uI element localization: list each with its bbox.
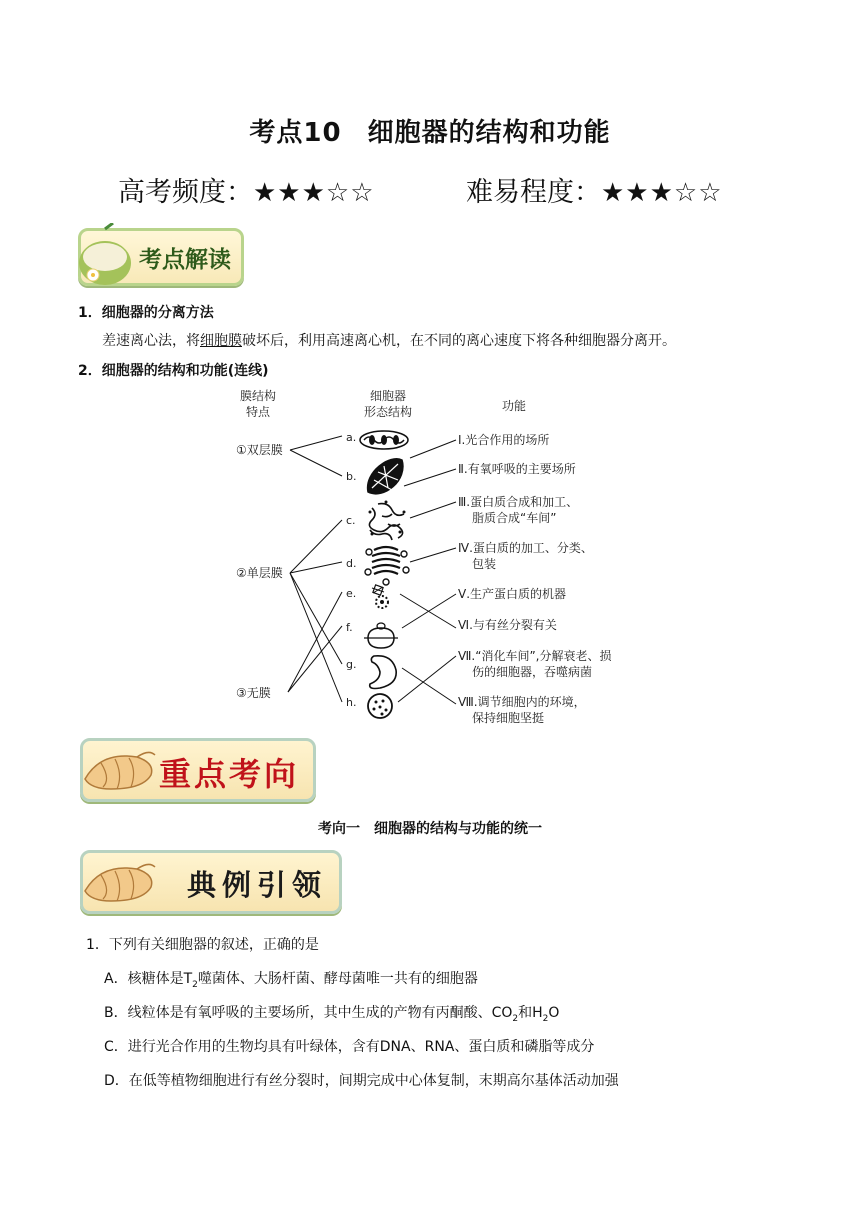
option-a [104, 968, 478, 990]
function-1: Ⅰ.光合作用的场所 [458, 433, 550, 447]
chloroplast-icon [360, 431, 408, 449]
function-3-line2: 脂质合成“车间” [472, 511, 557, 525]
coconut-icon [75, 223, 137, 293]
organelle-letter-e: e. [346, 587, 357, 600]
centriole-icon [372, 585, 388, 608]
organelle-letter-h: h. [346, 696, 357, 709]
section2-heading: 2．细胞器的结构和功能(连线) [78, 363, 269, 379]
difficulty-stars: ★★★☆☆ [601, 178, 723, 208]
option-c: C．进行光合作用的生物均具有叶绿体，含有DNA、RNA、蛋白质和磷脂等成分 [104, 1039, 595, 1055]
endoplasmic-reticulum-icon [369, 501, 406, 541]
frequency-label: 高考频度： [118, 177, 253, 208]
section1-text-before: 差速离心法，将 [102, 333, 200, 349]
function-8-line2: 保持细胞坚挺 [472, 711, 545, 725]
vacuole-icon [370, 656, 396, 689]
organelle-letter-d: d. [346, 557, 357, 570]
lysosome-icon [368, 694, 392, 718]
function-4-line2: 包装 [472, 557, 497, 571]
option-b-sub1: 2 [512, 1013, 519, 1024]
function-4-line1: Ⅳ.蛋白质的加工、分类、 [458, 541, 593, 555]
conch-shell-icon [81, 861, 157, 911]
col2-header-line2: 形态结构 [363, 405, 413, 419]
organelle-letter-b: b. [346, 470, 357, 483]
ribosome-icon [364, 623, 398, 648]
frequency-stars: ★★★☆☆ [253, 178, 375, 208]
option-d: D．在低等植物细胞进行有丝分裂时，间期完成中心体复制，末期高尔基体活动加强 [104, 1073, 619, 1089]
direction-heading: 考向一 细胞器的结构与功能的统一 [318, 821, 542, 837]
option-b [104, 1002, 559, 1024]
question-stem: 1．下列有关细胞器的叙述，正确的是 [86, 937, 319, 953]
title-name: 细胞器的结构和功能 [367, 118, 611, 148]
conch-shell-icon [81, 749, 157, 799]
col3-header: 功能 [501, 399, 527, 413]
function-3-line1: Ⅲ.蛋白质合成和加工、 [458, 495, 579, 509]
col1-header-line1: 膜结构 [239, 389, 277, 403]
membrane-single: ②单层膜 [236, 566, 283, 580]
option-b-part1: B．线粒体是有氧呼吸的主要场所，其中生成的产物有丙酮酸、CO [104, 1005, 513, 1021]
function-6: Ⅵ.与有丝分裂有关 [458, 618, 557, 632]
function-2: Ⅱ.有氧呼吸的主要场所 [458, 462, 576, 476]
organelle-letter-c: c. [346, 514, 356, 527]
option-a-part2: 噬菌体、大肠杆菌、酵母菌唯一共有的细胞器 [197, 971, 478, 987]
title-code: 考点10 [249, 118, 342, 148]
option-b-sub2: 2 [542, 1013, 549, 1024]
golgi-apparatus-icon [365, 547, 409, 585]
function-7-line2: 伤的细胞器，吞噬病菌 [472, 665, 593, 679]
section1-text-underlined: 细胞膜 [200, 333, 242, 349]
focus-banner [80, 738, 316, 802]
option-a-part1: A．核糖体是T [104, 971, 193, 987]
page-title [0, 112, 860, 149]
difficulty-rating [466, 170, 723, 209]
section1-heading: 1．细胞器的分离方法 [78, 305, 214, 321]
organelle-letter-g: g. [346, 658, 357, 671]
interpretation-banner [78, 228, 244, 286]
focus-banner-label: 重点考向 [159, 755, 300, 793]
function-8-line1: Ⅷ.调节细胞内的环境， [458, 695, 586, 709]
examples-banner [80, 850, 342, 914]
interpretation-banner-label: 考点解读 [139, 246, 231, 273]
option-b-part3: O [548, 1005, 560, 1021]
section1-text-after: 破坏后，利用高速离心机，在不同的离心速度下将各种细胞器分离开。 [242, 333, 676, 349]
examples-banner-label: 典例引领 [187, 868, 328, 902]
mitochondrion-icon [368, 459, 403, 494]
frequency-rating [118, 170, 375, 209]
col1-header-line2: 特点 [245, 405, 271, 419]
organelle-matching-diagram [222, 384, 642, 734]
membrane-double: ①双层膜 [236, 443, 283, 457]
difficulty-label: 难易程度： [466, 177, 601, 208]
organelle-letter-a: a. [346, 431, 357, 444]
option-a-sub: 2 [192, 979, 198, 990]
organelle-letter-f: f. [346, 621, 353, 634]
section1-text [102, 330, 676, 350]
col2-header-line1: 细胞器 [369, 389, 407, 403]
function-5: Ⅴ.生产蛋白质的机器 [458, 587, 567, 601]
function-7-line1: Ⅶ.“消化车间”,分解衰老、损 [458, 649, 612, 663]
option-b-part2: 和H [518, 1005, 543, 1021]
membrane-none: ③无膜 [236, 686, 271, 700]
